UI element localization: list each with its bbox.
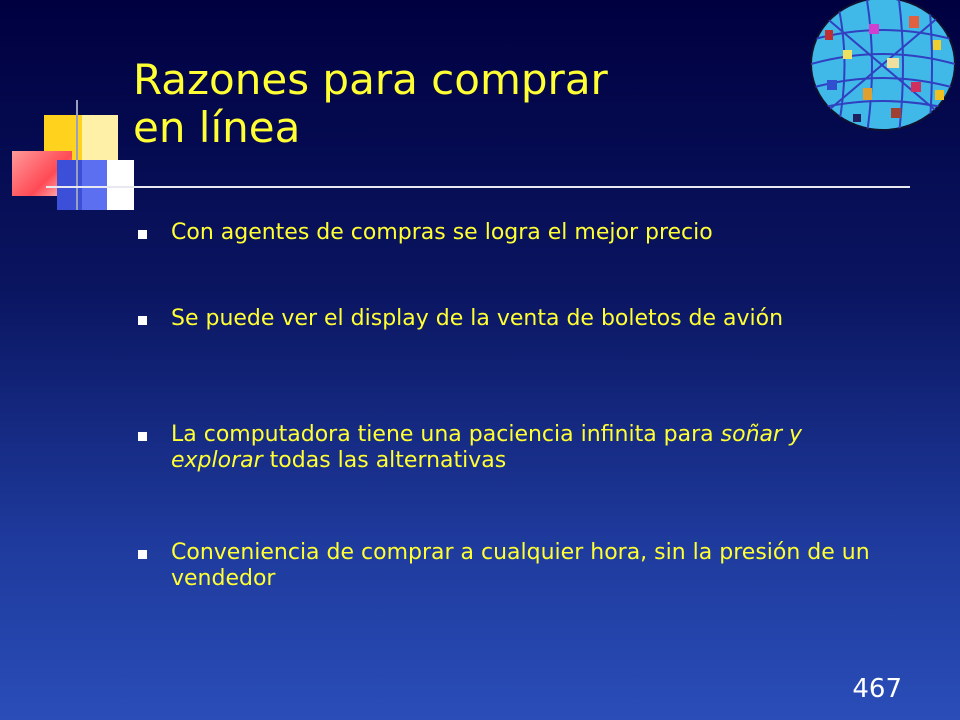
bullet-item: [135, 220, 713, 246]
decorative-vertical-line: [76, 100, 78, 210]
bullet-marker: [138, 432, 147, 441]
page-number: 467: [852, 674, 902, 704]
bullet-text: Conveniencia de comprar a cualquier hora, sin la presión de un vendedor: [171, 540, 870, 591]
bullet-marker: [138, 316, 147, 325]
title-line-1: Razones para comprar: [133, 55, 608, 104]
title-underline: [46, 186, 910, 188]
bullet-text-pre: La computadora tiene una paciencia infinita para: [171, 422, 721, 447]
bullet-item: [135, 540, 875, 592]
bullet-text: Con agentes de compras se logra el mejor precio: [171, 220, 713, 245]
bullet-text-italic: soñar y explorar: [171, 422, 803, 473]
bullet-marker: [138, 230, 147, 239]
bullet-marker: [138, 550, 147, 559]
title-line-2: en línea: [133, 103, 301, 152]
slide-title: [133, 56, 773, 152]
bullet-text: Se puede ver el display de la venta de boletos de avión: [171, 306, 784, 331]
globe-network-icon: [807, 0, 957, 134]
bullet-item: [135, 422, 875, 474]
bullet-item: [135, 306, 783, 332]
decorative-light-blue-square: [82, 160, 107, 210]
bullet-text-post: todas las alternativas: [262, 448, 507, 473]
